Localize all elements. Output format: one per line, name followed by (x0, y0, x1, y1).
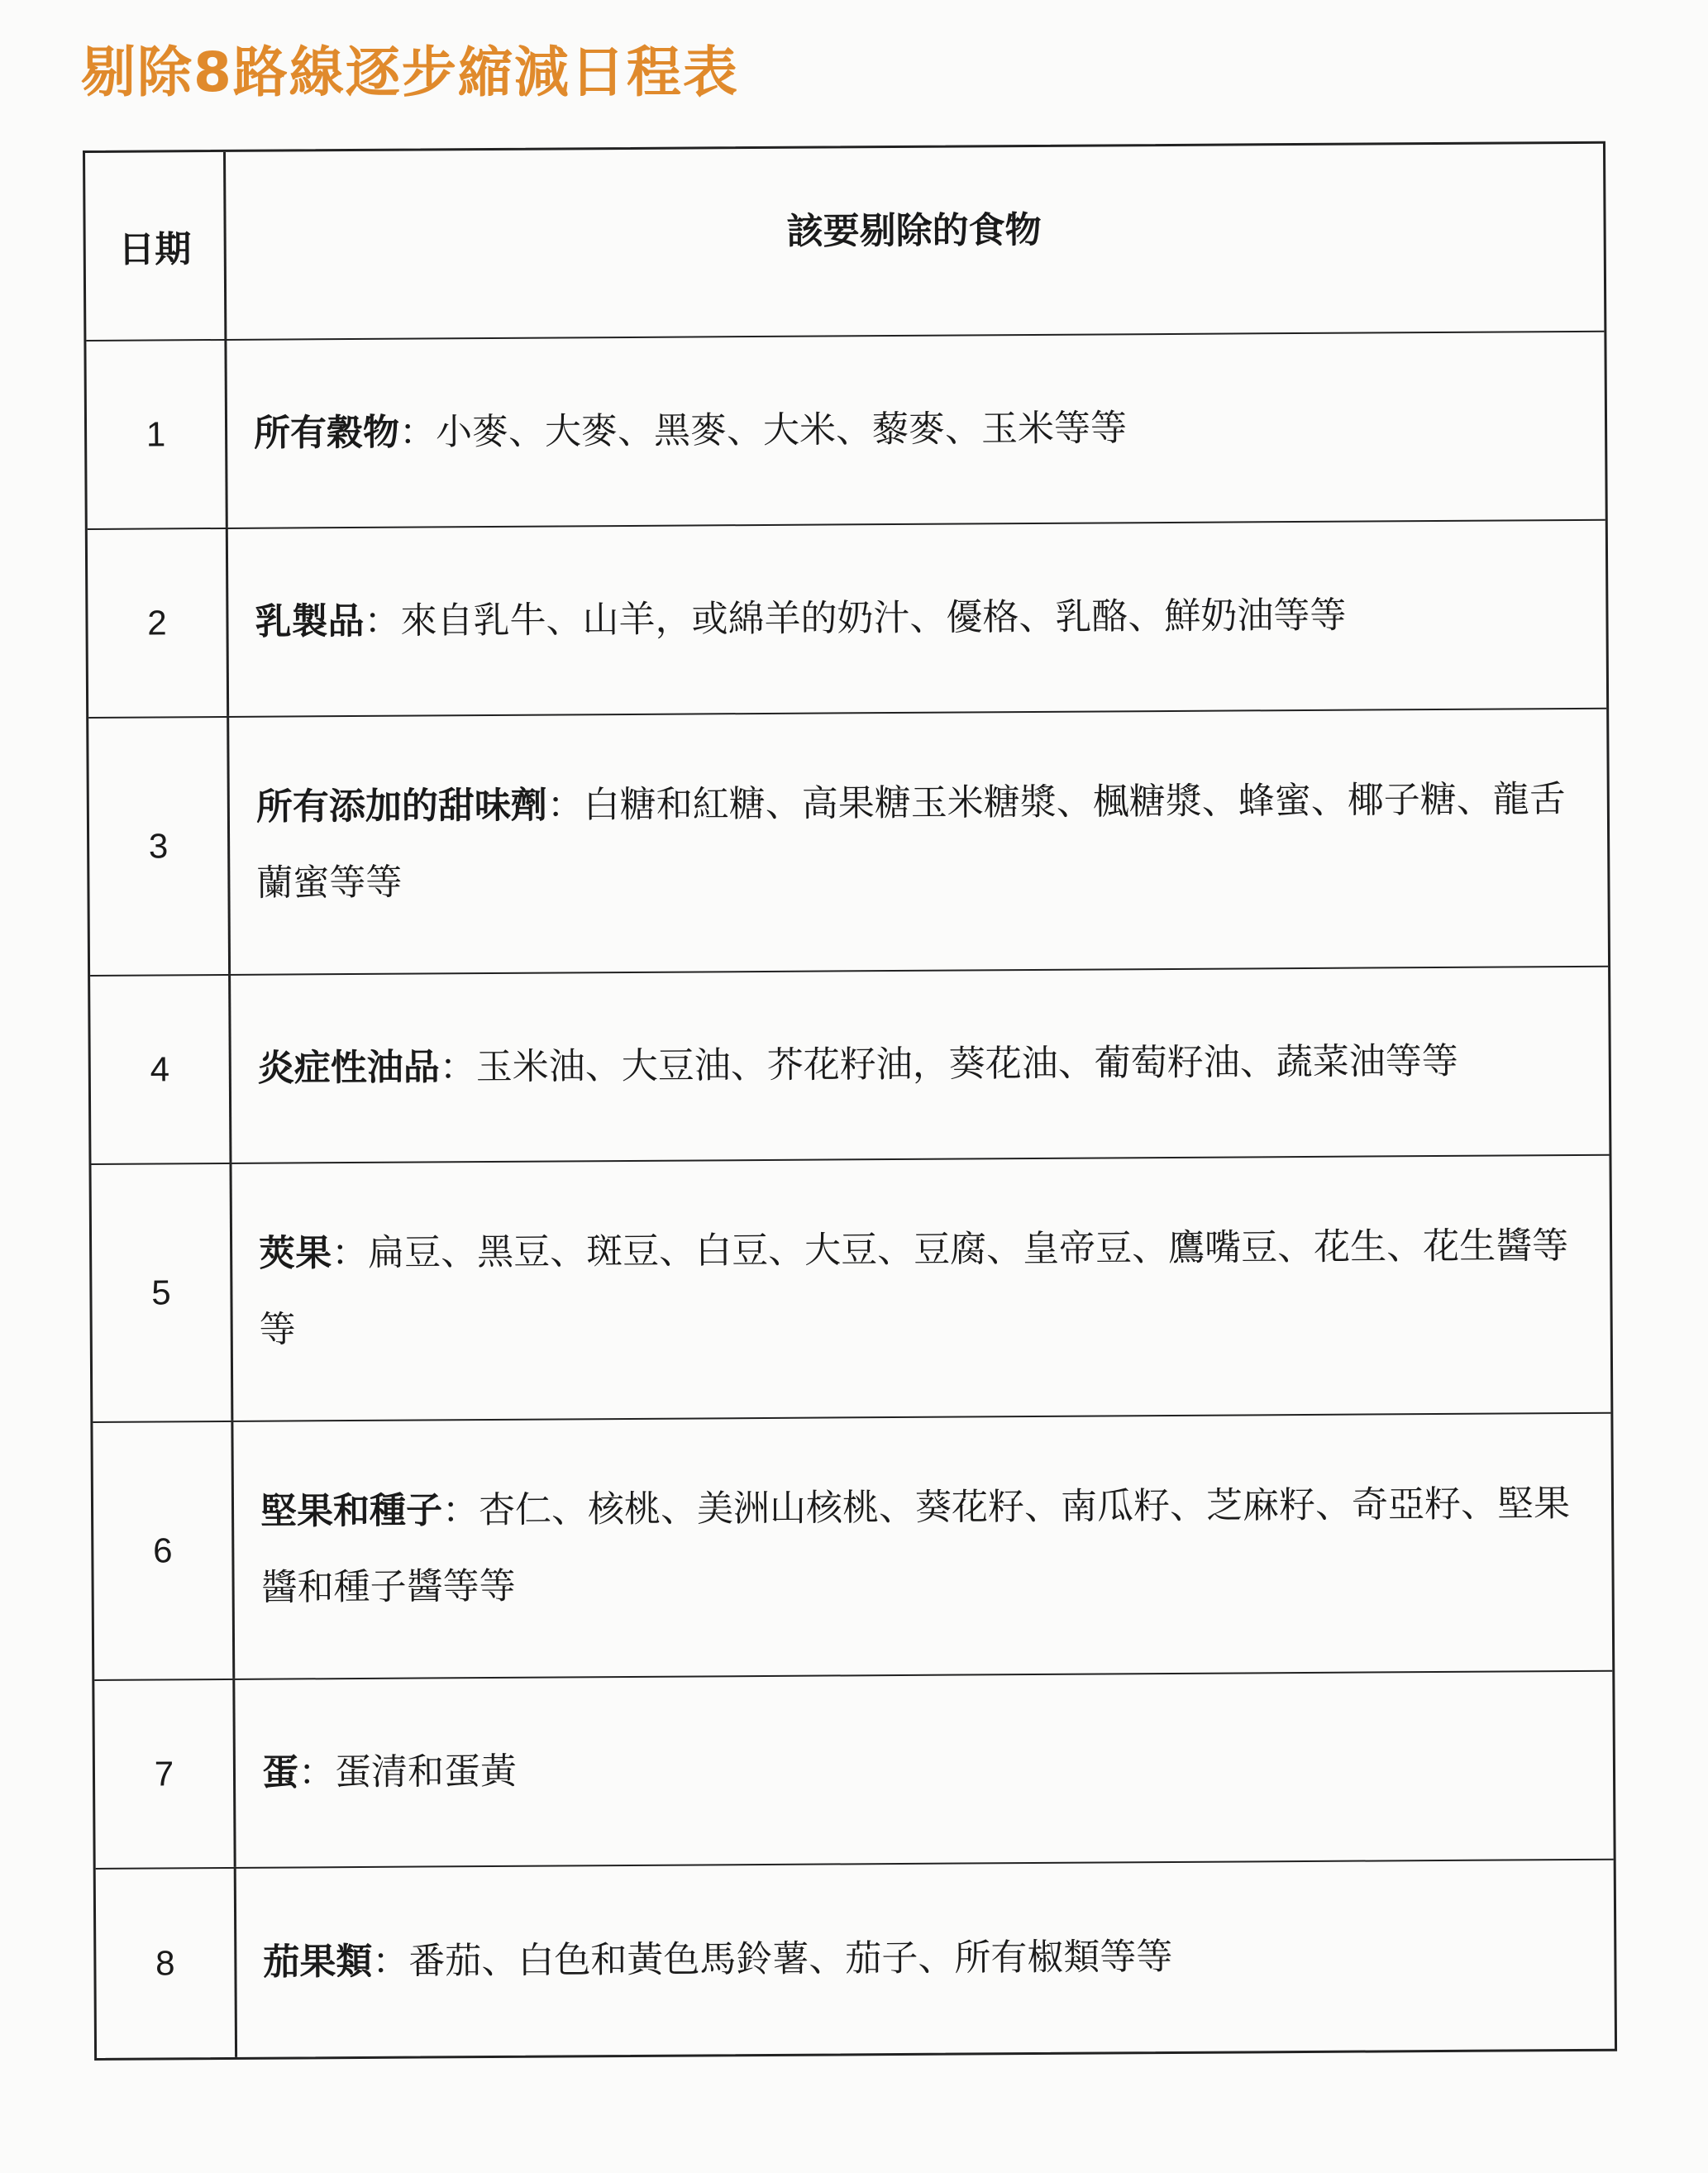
food-separator: ： (331, 1231, 369, 1275)
day-number: 4 (90, 976, 231, 1163)
food-items: 扁豆、黑豆、斑豆、白豆、大豆、豆腐、皇帝豆、鷹嘴豆、花生、花生醬等等 (259, 1225, 1569, 1351)
food-items: 杏仁、核桃、美洲山核桃、葵花籽、南瓜籽、芝麻籽、奇亞籽、堅果醬和種子醬等等 (260, 1483, 1571, 1609)
food-category: 蛋 (261, 1751, 299, 1794)
header-food: 該要剔除的食物 (786, 208, 1042, 253)
food-items: 蛋清和蛋黃 (334, 1750, 518, 1794)
food-cell (228, 521, 1606, 716)
header-day: 日期 (85, 152, 227, 340)
food-items: 番茄、白色和黃色馬鈴薯、茄子、所有椒類等等 (408, 1935, 1173, 1983)
day-number: 8 (96, 1869, 237, 2058)
day-number: 7 (94, 1680, 236, 1868)
food-separator: ： (441, 1489, 479, 1532)
food-category: 炎症性油品 (257, 1046, 440, 1090)
food-items: 來自乳牛、山羊，或綿羊的奶汁、優格、乳酪、鮮奶油等等 (400, 594, 1347, 642)
food-separator: ： (398, 411, 437, 454)
food-cell (235, 1672, 1613, 1867)
day-number: 5 (91, 1164, 233, 1421)
food-items: 玉米油、大豆油、芥花籽油，葵花油、葡萄籽油、蔬菜油等等 (475, 1039, 1458, 1089)
food-separator: ： (546, 784, 584, 827)
day-number: 3 (88, 718, 231, 975)
page-title: 剔除8路線逐步縮減日程表 (81, 41, 739, 104)
day-number: 2 (88, 529, 229, 717)
food-cell (229, 709, 1608, 974)
food-category: 堅果和種子 (260, 1489, 443, 1533)
food-category: 所有添加的甜味劑 (255, 784, 548, 829)
food-items: 小麥、大麥、黑麥、大米、藜麥、玉米等等 (435, 407, 1128, 454)
table-row (88, 709, 1608, 977)
food-separator: ： (439, 1046, 476, 1089)
day-number: 6 (93, 1422, 235, 1679)
table-row (94, 1672, 1613, 1870)
food-cell (233, 1414, 1612, 1679)
table-header-row (85, 144, 1604, 341)
food-category: 茄果類 (263, 1940, 373, 1984)
table-row (93, 1414, 1612, 1681)
food-cell (231, 1156, 1610, 1421)
table-row (96, 1860, 1615, 2058)
food-cell (236, 1860, 1615, 2057)
food-category: 所有穀物 (253, 411, 400, 455)
food-category: 乳製品 (255, 599, 365, 643)
table-row (91, 1156, 1610, 1423)
day-number: 1 (86, 341, 227, 528)
elimination-schedule-table (83, 141, 1617, 2061)
food-items: 白糖和紅糖、高果糖玉米糖漿、楓糖漿、蜂蜜、椰子糖、龍舌蘭蜜等等 (256, 778, 1566, 905)
food-separator: ： (372, 1940, 409, 1983)
table-row (88, 521, 1606, 719)
table-row (86, 332, 1605, 530)
table-row (90, 967, 1609, 1165)
food-separator: ： (364, 599, 401, 642)
food-separator: ： (298, 1751, 336, 1794)
food-cell (227, 332, 1605, 528)
food-cell (231, 967, 1609, 1163)
food-category: 莢果 (258, 1232, 332, 1275)
